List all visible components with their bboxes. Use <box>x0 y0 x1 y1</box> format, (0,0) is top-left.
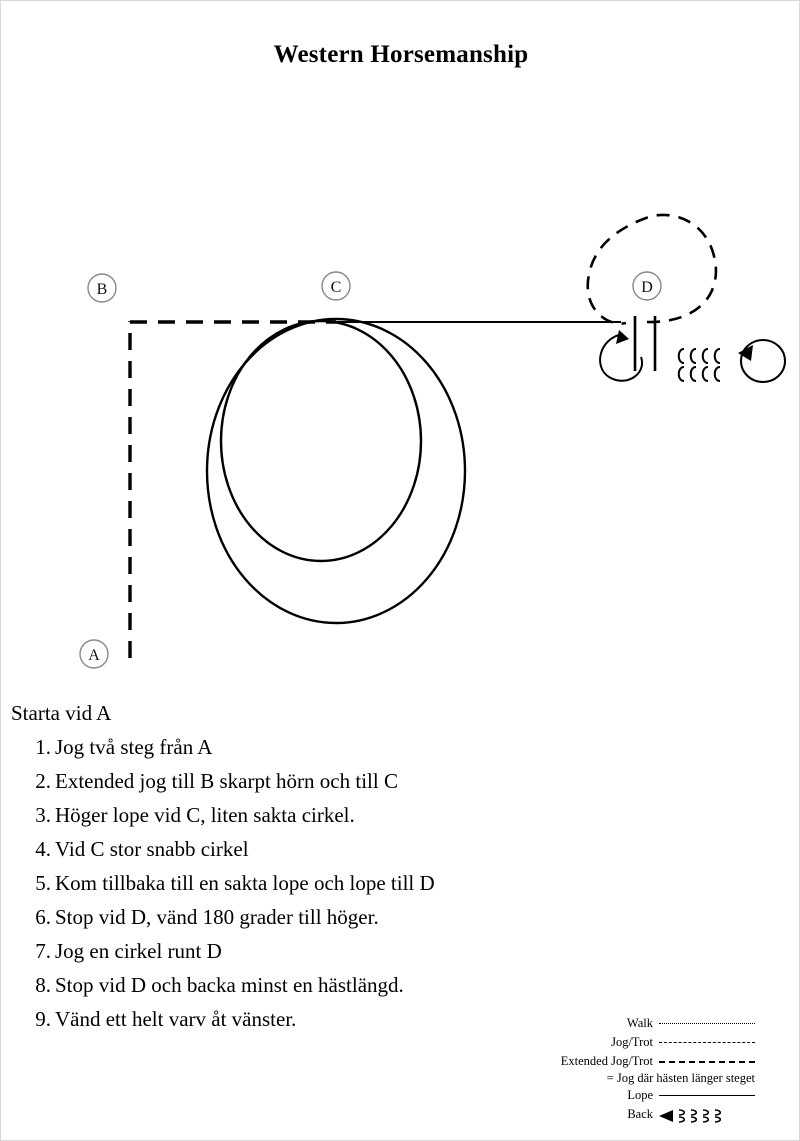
marker-label-d: D <box>641 279 653 296</box>
legend <box>455 1014 755 1124</box>
legend-label: Back <box>627 1107 653 1121</box>
step-text: Extended jog till B skarpt hörn och till C <box>55 769 398 794</box>
pattern-diagram <box>1 171 800 691</box>
step-list <box>9 730 669 1036</box>
step-text: Kom tillbaka till en sakta lope och lope till D <box>55 871 435 896</box>
step-text: Vid C stor snabb cirkel <box>55 837 249 862</box>
jog-circle-at-d <box>588 215 716 324</box>
marker-label-a: A <box>88 647 100 664</box>
list-item <box>35 798 669 832</box>
legend-label: Walk <box>626 1016 653 1030</box>
instructions-block <box>9 701 669 1036</box>
step-number: 5. <box>35 871 51 896</box>
list-item <box>35 730 669 764</box>
legend-sample-back <box>659 1108 755 1122</box>
step-number: 4. <box>35 837 51 862</box>
step-number: 2. <box>35 769 51 794</box>
step-text: Höger lope vid C, liten sakta cirkel. <box>55 803 355 828</box>
turn-arrow-left-d <box>616 330 629 344</box>
back-arrow-icon <box>659 1108 755 1124</box>
list-item <box>35 832 669 866</box>
legend-row-back <box>455 1105 755 1124</box>
marker-label-c: C <box>330 279 342 296</box>
step-number: 9. <box>35 1007 51 1032</box>
step-number: 6. <box>35 905 51 930</box>
marker-label-b: B <box>96 281 108 298</box>
legend-row-walk <box>455 1014 755 1033</box>
legend-sample-walk <box>659 1017 755 1031</box>
small-circle-at-c <box>221 321 421 561</box>
pattern-svg <box>1 171 800 691</box>
step-number: 1. <box>35 735 51 759</box>
step-text: Stop vid D och backa minst en hästlängd. <box>55 973 404 998</box>
list-item <box>35 764 669 798</box>
legend-label: Jog/Trot <box>611 1035 653 1049</box>
legend-row-jog <box>455 1033 755 1052</box>
list-item <box>35 934 669 968</box>
step-text: Vänd ett helt varv åt vänster. <box>55 1007 297 1032</box>
large-circle-at-c <box>207 319 465 623</box>
legend-row-lope <box>455 1086 755 1105</box>
start-instruction: Starta vid A <box>11 701 112 725</box>
step-text: Jog två steg från A <box>55 735 213 759</box>
back-marks-d <box>679 349 720 381</box>
step-number: 3. <box>35 803 51 828</box>
legend-sample-jog <box>659 1036 755 1050</box>
list-item <box>35 968 669 1002</box>
legend-sample-extended-jog <box>659 1055 755 1069</box>
legend-note: = Jog där hästen länger steget <box>606 1071 755 1085</box>
step-number: 8. <box>35 973 51 998</box>
step-text: Stop vid D, vänd 180 grader till höger. <box>55 905 379 930</box>
legend-row-extended-jog <box>455 1052 755 1071</box>
legend-label: Lope <box>627 1088 653 1102</box>
turn-loop-right-d <box>741 340 785 382</box>
list-item <box>35 866 669 900</box>
step-text: Jog en cirkel runt D <box>55 939 222 964</box>
legend-label: Extended Jog/Trot <box>560 1054 653 1068</box>
legend-sample-lope <box>659 1089 755 1103</box>
step-number: 7. <box>35 939 51 964</box>
list-item <box>35 900 669 934</box>
page-title: Western Horsemanship <box>273 41 529 68</box>
